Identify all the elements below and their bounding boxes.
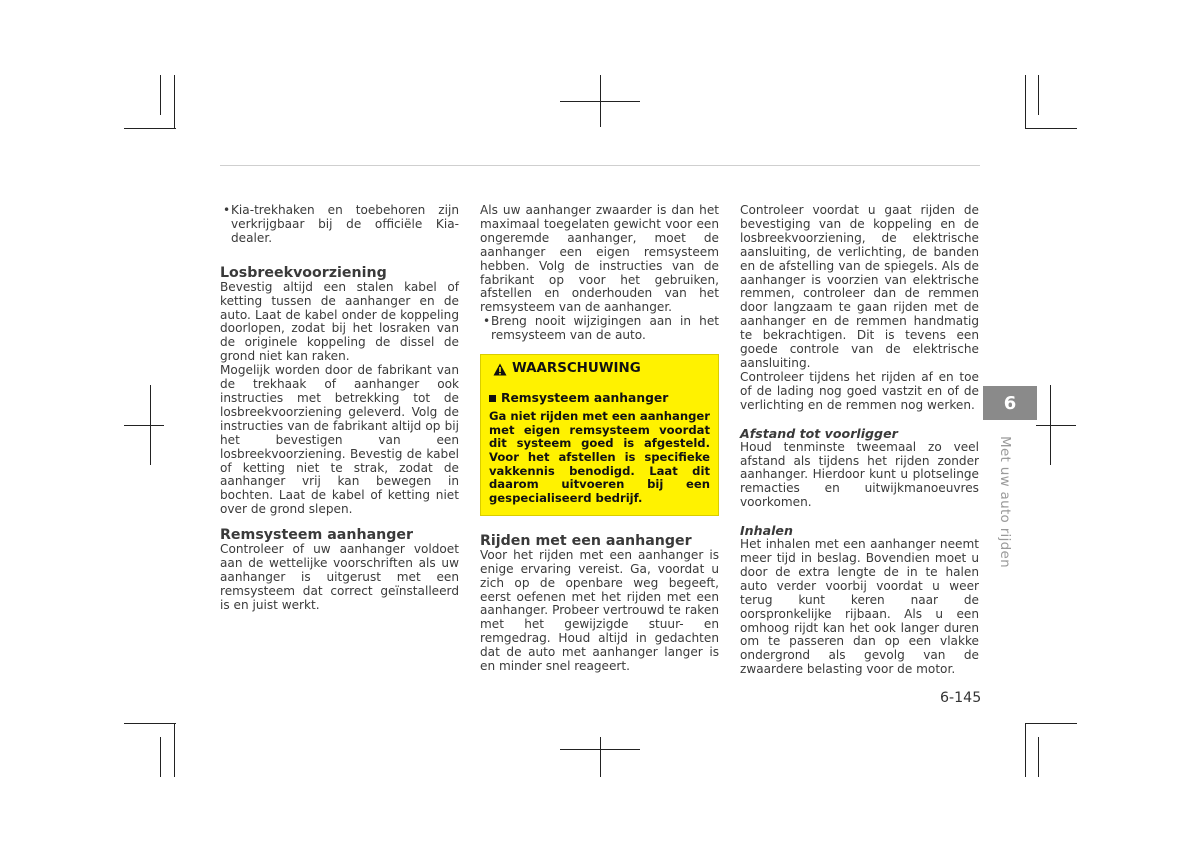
paragraph: Bevestig altijd een stalen kabel of ketting tussen de aanhanger en de auto. Laat de kabel onder de koppeling doorlopen, zodat bij het losraken van de originele koppeling de dissel de grond niet kan raken. [220, 279, 459, 364]
warning-title: WAARSCHUWING [512, 361, 641, 377]
warning-subtitle-row [489, 392, 710, 406]
column-2 [480, 204, 719, 674]
paragraph: Voor het rijden met een aanhanger is enige ervaring vereist. Ga, voordat u zich op de openbare weg begeeft, eerst oefenen met het rijden met een aanhanger. Probeer vertrouwd te raken met het gewijzigde stuur- en remgedrag. Houd altijd in gedachten dat de auto met aanhanger langer is en minder snel reageert. [480, 547, 719, 674]
column-1 [220, 204, 459, 613]
section-heading-rijden: Rijden met een aanhanger [480, 532, 692, 549]
bullet-text: Breng nooit wijzigingen aan in het remsysteem van de auto. [491, 314, 719, 343]
column-3 [740, 204, 979, 677]
page-number: 6-145 [940, 690, 982, 706]
warning-box [480, 354, 719, 516]
chapter-title: Met uw auto rijden [997, 436, 1013, 568]
bullet-dot: • [223, 203, 231, 217]
paragraph: Controleer of uw aanhanger voldoet aan de wettelijke voorschriften als uw aanhanger is uitgerust met een remsysteem dat correct geïnstalleerd is en juist werkt. [220, 542, 459, 612]
subheading-afstand: Afstand tot voorligger [740, 425, 898, 441]
bullet-item [220, 204, 459, 246]
section-heading-losbreekvoorziening: Losbreekvoorziening [220, 264, 387, 281]
warning-triangle-icon [493, 363, 507, 376]
bullet-dot: • [483, 314, 491, 329]
bullet-item [480, 315, 719, 343]
square-bullet-icon [489, 395, 496, 402]
paragraph: Controleer voordat u gaat rijden de bevestiging van de koppeling en de losbreekvoorziening, de elektrische aansluiting, de verlichting, de banden en de afstelling van de spiegels. Als de aanhanger is voorzien van elektrische remmen, controleer dan de remmen door langzaam te gaan rijden met de aanhanger en de remmen handmatig te bekrachtigen. Dit is tevens een goede controle van de elektrische aansluiting. [740, 203, 979, 370]
paragraph: Mogelijk worden door de fabrikant van de trekhaak of aanhanger ook instructies met betrekking tot de losbreekvoorziening geleverd. Volg de instructies van de fabrikant altijd op bij het bevestigen van een losbreekvoorziening. Bevestig de kabel of ketting niet te strak, zodat de aanhanger vrij kan bewegen in bochten. Laat de kabel of ketting niet over de grond slepen. [220, 363, 459, 517]
warning-header [493, 362, 710, 376]
paragraph: Houd tenminste tweemaal zo veel afstand als tijdens het rijden zonder aanhanger. Hierdoor kunt u plotselinge remacties en uitwijkmanoeuvres voorkomen. [740, 439, 979, 510]
bullet-text: Kia-trekhaken en toebehoren zijn verkrijgbaar bij de officiële Kia-dealer. [231, 203, 459, 245]
paragraph: Controleer tijdens het rijden af en toe of de lading nog goed vastzit en of de verlichting en de remmen nog werken. [740, 369, 979, 412]
chapter-tab: 6 [983, 386, 1037, 420]
section-heading-remsysteem: Remsysteem aanhanger [220, 527, 414, 544]
warning-body: Ga niet rijden met een aanhanger met eigen remsysteem voordat dit systeem goed is afgesteld. Voor het afstellen is specifieke vakkennis benodigd. Laat dit daarom uitvoeren bij een gespecialiseerd bedrijf. [489, 408, 710, 506]
warning-subtitle: Remsysteem aanhanger [501, 390, 669, 405]
paragraph: Als uw aanhanger zwaarder is dan het maximaal toegelaten gewicht voor een ongeremde aanhanger, moet de aanhanger een eigen remsysteem hebben. Volg de instructies van de fabrikant op voor het gebruiken, afstellen en onderhouden van het remsysteem van de aanhanger. [480, 203, 719, 315]
subheading-inhalen: Inhalen [740, 523, 793, 539]
paragraph: Het inhalen met een aanhanger neemt meer tijd in beslag. Bovendien moet u door de extra lengte de in te halen auto verder voorbij voordat u weer terug kunt keren naar de oorspronkelijke rijbaan. Als u een omhoog rijdt kan het ook langer duren om te passeren dan op een vlakke ondergrond als gevolg van de zwaardere belasting voor de motor. [740, 537, 979, 677]
header-rule [220, 165, 980, 166]
